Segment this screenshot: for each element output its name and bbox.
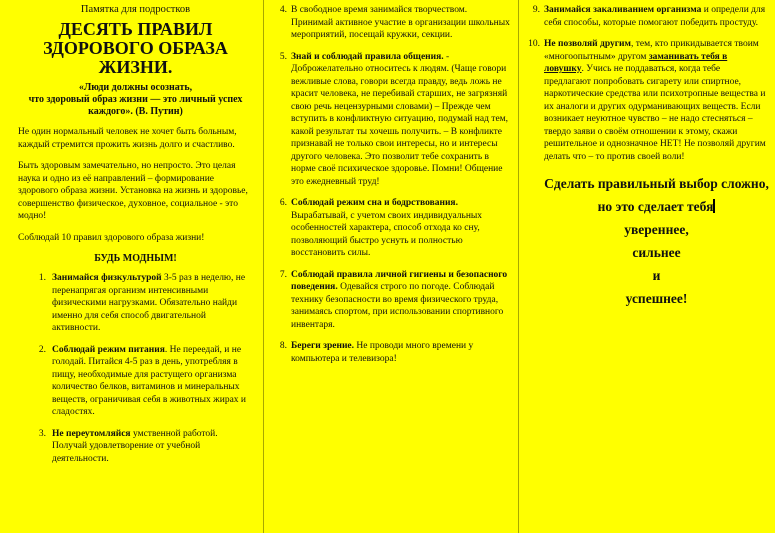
rule-item-4: 4. В свободное время занимайся творчеством. Принимай активное участие в организации школьных мероприятий, посещай кружки, секции. [279, 5, 510, 40]
middle-column [263, 0, 518, 533]
intro-paragraph-1: Не один нормальный человек не хочет быть больным, каждый стремится прожить жизнь долго и счастливо. [18, 127, 237, 150]
rule-item-3: 3. Не переутомляйся умственной работой. Получай удовлетворение от учебной деятельности. [38, 428, 218, 464]
rule-item-5: 5. Знай и соблюдай правила общения. - Доброжелательно относитесь к людям. (Чаще говори вежливые слова, говори всегда правду, ведь ложь не красит человека, не перебивай старших, не загрязняй свою речь нецензурными словами) – Прежде чем вступить в конфликтную ситуацию, подумай над тем, какой результат ты хочешь получить. – В конфликте признавай не только свои интересы, но и интересы другого человека. Это позволит тебе сохранить в норме своё психическое здоровье. Помни! Общение это ежедневный труд! [279, 51, 509, 187]
closing-message: Сделать правильный выбор сложно, но это сделает тебя увереннее, сильнее и успешнее! [544, 176, 769, 306]
quote: «Люди должны осознать, что здоровый образ жизни — это личный успех каждого». (В. Путин) [28, 82, 243, 117]
main-title: ДЕСЯТЬ ПРАВИЛ ЗДОРОВОГО ОБРАЗА ЖИЗНИ. [43, 19, 228, 77]
rule-item-8: 8. Береги зрение. Не проводи много времени у компьютера и телевизора! [279, 341, 474, 364]
section-heading: БУДЬ МОДНЫМ! [94, 253, 177, 264]
subtitle: Памятка для подростков [80, 4, 191, 15]
text-cursor [713, 199, 715, 213]
left-column [0, 0, 263, 533]
intro-paragraph-2: Быть здоровым замечательно, но непросто. Это целая наука и одно из её направлений – формирование здорового образа жизни. Установка на жизнь и здоровье, совершенство физическое, духовное, социальное - это модно! [18, 161, 248, 221]
intro-paragraph-3: Соблюдай 10 правил здорового образа жизни! [18, 232, 205, 243]
rule-item-9: 9. Занимайся закаливанием организма и определи для себя способы, которые помогают победить простуду. [532, 5, 766, 28]
rule-item-7: 7. Соблюдай правила личной гигиены и безопасного поведения. Одевайся строго по погоде. Соблюдай технику безопасности во время физического труда, занимаясь спортом, при использовании спортивного инвентаря. [279, 269, 508, 330]
right-column [518, 0, 775, 533]
rule-item-2: 2. Соблюдай режим питания. Не переедай, и не голодай. Питайся 4-5 раз в день, употребляя в пищу, необходимые для растущего организма количество белков, витаминов и минеральных веществ, ограничивая себя в животных жирах и сладостях. [38, 344, 246, 417]
rule-item-10: 10. Не позволяй другим, тем, кто прикидывается твоим «многоопытным» другом заманивать тебя в ловушку. Учись не поддаваться, когда тебе предлагают попробовать сигарету или спиртное, наркотические средства или психотропные вещества и их аналоги и других одурманивающих веществ. Если возникает неуютное чувство – не надо стесняться – твердо заяви о своём отношении к этому, скажи решительное и однозначное НЕТ! Не позволяй другим делать что – то против своей воли! [528, 39, 766, 162]
rule-item-1: 1. Занимайся физкультурой 3-5 раз в неделю, не перенапрягая организм интенсивными физическими нагрузками. Обязательно найди именно для себя способ двигательной активности. [38, 273, 246, 333]
rule-item-6: 6. Соблюдай режим сна и бодрствования. Вырабатывай, с учетом своих индивидуальных особенностей характера, способ отхода ко сну, позволяющий быстро уснуть и полностью восстановить силы. [279, 198, 483, 258]
